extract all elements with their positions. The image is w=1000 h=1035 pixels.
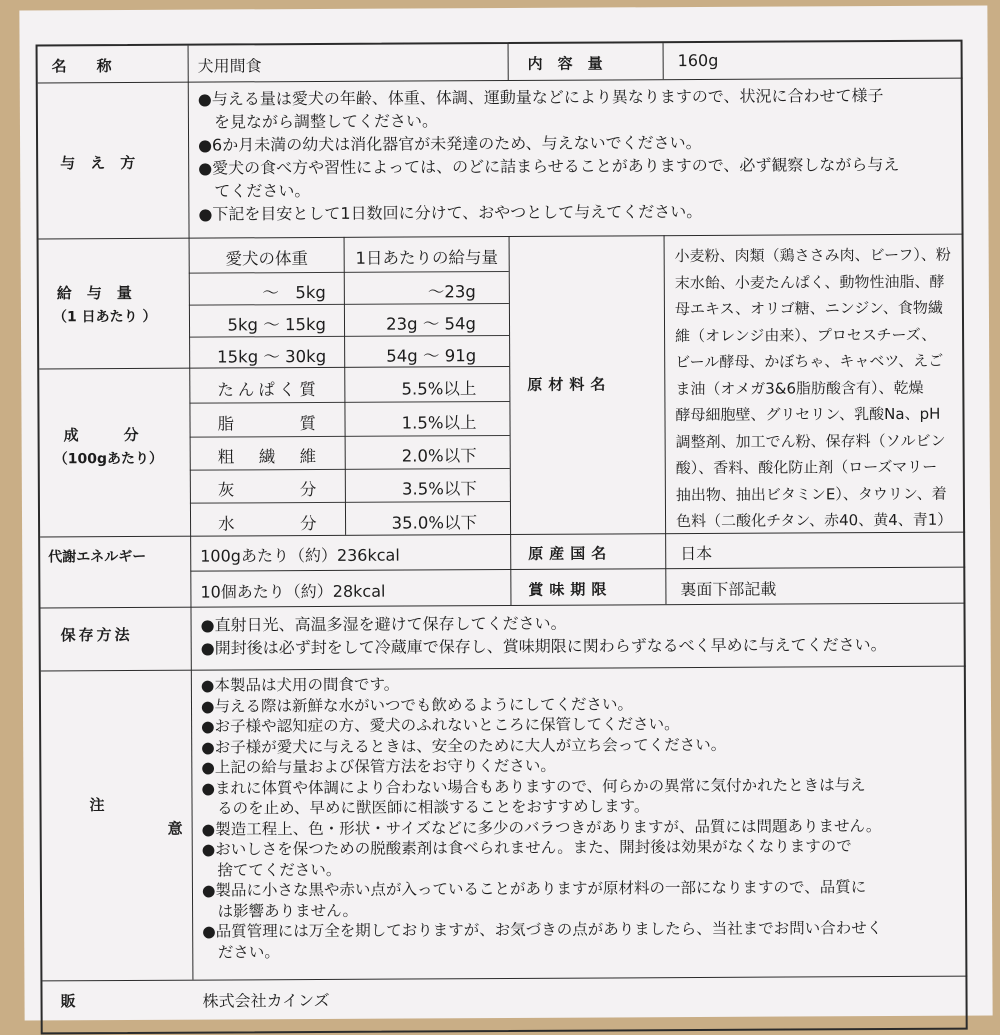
bullet-text: るのを止め、早めに獣医師に相談することをおすすめします。 — [201, 797, 650, 818]
amount-label: 給 与 量 — [56, 283, 132, 303]
row-divider — [41, 666, 966, 672]
row-divider — [38, 78, 963, 84]
row-divider — [190, 567, 965, 572]
row-divider — [39, 234, 964, 240]
caution-bullets — [201, 672, 883, 963]
ingredient-line: 酵母細胞壁、グリセリン、乳酸Na、pH — [675, 404, 941, 425]
weight-cell: 15kg 〜 30kg — [217, 346, 327, 367]
col-divider — [508, 44, 509, 80]
ingredient-line: 末水飴、小麦たんぱく、動物性油脂、酵 — [674, 272, 945, 292]
energy-per10: 10個あたり（約）28kcal — [200, 581, 386, 602]
col-divider — [509, 236, 512, 605]
bullet-text: ●下記を目安として1日数回に分けて、おやつとして与えてください。 — [198, 201, 703, 224]
bullet-text: ●品質管理には万全を期しておりますが、お気づきの点がありましたら、当社までお問い合わせく — [202, 919, 883, 941]
amount-cell: 23g 〜 54g — [386, 314, 477, 334]
row-divider — [190, 501, 510, 504]
ingredient-line: 維（オレンジ由来）、プロセスチーズ、 — [675, 325, 937, 345]
content-label: 内 容 量 — [527, 54, 603, 73]
bullet-text: 捨ててください。 — [201, 860, 342, 880]
storage-label: 保存方法 — [60, 625, 133, 645]
energy-label: 代謝エネルギー — [48, 548, 147, 566]
row-divider — [189, 271, 509, 274]
ingredient-line: 母エキス、オリゴ糖、ニンジン、食物繊 — [674, 298, 943, 319]
origin-label: 原産国名 — [528, 544, 613, 563]
energy-per100: 100gあたり（約）236kcal — [200, 545, 400, 566]
expiry-label: 賞味期限 — [528, 580, 613, 599]
component-value: 1.5%以上 — [401, 413, 477, 433]
bullet-text: ●上記の給与量および保管方法をお守りください。 — [201, 756, 556, 777]
ingredient-line: 酸）、香料、酸化防止剤（ローズマリー — [675, 457, 938, 478]
component-name: 灰 分 — [217, 479, 321, 500]
ingredient-line: ビール酵母、かぼちゃ、キャベツ、えご — [675, 351, 944, 372]
feeding-label: 与 え 方 — [60, 153, 136, 173]
component-value: 3.5%以下 — [401, 479, 477, 499]
bullet-text: ●製造工程上、色・形状・サイズなどに多少のバラつきがありますが、品質には問題ありません。 — [201, 816, 882, 839]
bullet-text: ●まれに体質や体調により合わない場合もありますので、何らかの異常に気付かれたときは与え — [201, 775, 866, 798]
ingredient-line: 調整剤、加工でん粉、保存料（ソルビン — [675, 431, 946, 451]
component-name: 水 分 — [218, 513, 321, 534]
origin-value: 日本 — [680, 543, 713, 564]
row-divider — [189, 401, 509, 404]
bullet-text: ●開封後は必ず封をして冷蔵庫で保存し、賞味期限に関わらずなるべく早めに与えてください。 — [200, 635, 887, 658]
bullet-text: ●本製品は犬用の間食です。 — [200, 675, 400, 695]
name-value: 犬用間食 — [197, 56, 262, 76]
components-label: 成 分 — [63, 425, 139, 445]
component-value: 5.5%以上 — [401, 379, 477, 399]
component-name: 粗 繊 維 — [217, 446, 321, 467]
row-divider — [42, 976, 967, 982]
row-divider — [190, 435, 510, 438]
weight-cell: 5kg 〜 15kg — [227, 314, 327, 335]
bullet-text: は影響ありません。 — [202, 901, 359, 921]
bullet-text: ●お子様や認知症の方、愛犬のふれないところに保管してください。 — [201, 715, 680, 736]
name-label: 名 称 — [51, 57, 112, 76]
col-divider — [188, 46, 194, 980]
caution-label-2: 意 — [167, 819, 183, 838]
bullet-text: ●愛犬の食べ方や習性によっては、のどに詰まらせることがありますので、必ず観察しながら与え — [198, 154, 900, 178]
ingredient-line: 抽出物、抽出ビタミンE）、タウリン、着 — [675, 484, 947, 504]
expiry-value: 裏面下部記載 — [680, 579, 777, 600]
amount-cell: 〜23g — [427, 282, 476, 302]
ingredient-line: 色料（二酸化チタン、赤40、黄4、青1） — [675, 510, 953, 531]
bullet-text: ●おいしさを保つための脱酸素剤は食べられません。また、開封後は効果がなくなりますので — [201, 837, 852, 859]
component-name: たんぱく質 — [217, 379, 320, 400]
bullet-text: ●直射日光、高温多湿を避けて保存してください。 — [200, 613, 567, 635]
bullet-text: ●与える際は新鮮な水がいつでも飲めるようにしてください。 — [200, 694, 634, 716]
seller-label: 販 — [60, 992, 76, 1011]
amount-cell: 54g 〜 91g — [386, 346, 477, 366]
caution-label: 注 — [89, 796, 105, 815]
info-table — [36, 40, 968, 1035]
component-value: 2.0%以下 — [401, 446, 477, 466]
seller-value: 株式会社カインズ — [202, 990, 330, 1011]
label-sheet — [19, 5, 992, 1020]
ingredients-list — [675, 242, 953, 535]
content-value: 160g — [677, 50, 719, 71]
ingredient-line: 小麦粉、肉類（鶏ささみ肉、ビーフ）、粉 — [674, 245, 951, 266]
feeding-bullet — [198, 84, 900, 226]
component-name: 脂 質 — [217, 413, 321, 434]
bullet-text: ●6か月未満の幼犬は消化器官が未発達のため、与えないでください。 — [198, 132, 702, 155]
col-divider — [663, 43, 664, 79]
row-divider — [190, 468, 510, 471]
col-divider — [664, 235, 667, 604]
bullet-text: を見ながら調整してください。 — [197, 111, 439, 132]
ingredient-line: ま油（オメガ3&6脂肪酸含有）、乾燥 — [675, 378, 924, 398]
weight-header: 愛犬の体重 — [225, 249, 308, 269]
bullet-text: ●製品に小さな黒や赤い点が入っていることがありますが原材料の一部になりますので、品質に — [201, 878, 867, 900]
bullet-text: ●お子様が愛犬に与えるときは、安全のために大人が立ち会ってください。 — [201, 735, 727, 757]
bullet-text: ださい。 — [202, 942, 280, 962]
amount-header: 1日あたりの給与量 — [355, 248, 498, 268]
bullet-text: ●与える量は愛犬の年齢、体重、体調、運動量などにより異なりますので、状況に合わせて様子 — [197, 86, 884, 109]
storage-bullets — [201, 610, 887, 660]
bullet-text: てください。 — [198, 181, 311, 201]
row-divider — [40, 603, 965, 609]
weight-cell: 〜 5kg — [262, 282, 326, 303]
components-sublabel: （100gあたり） — [53, 450, 164, 468]
component-value: 35.0%以下 — [391, 513, 478, 533]
amount-sublabel: （1 日あたり ） — [52, 308, 157, 326]
ingredients-label: 原材料名 — [527, 375, 612, 394]
